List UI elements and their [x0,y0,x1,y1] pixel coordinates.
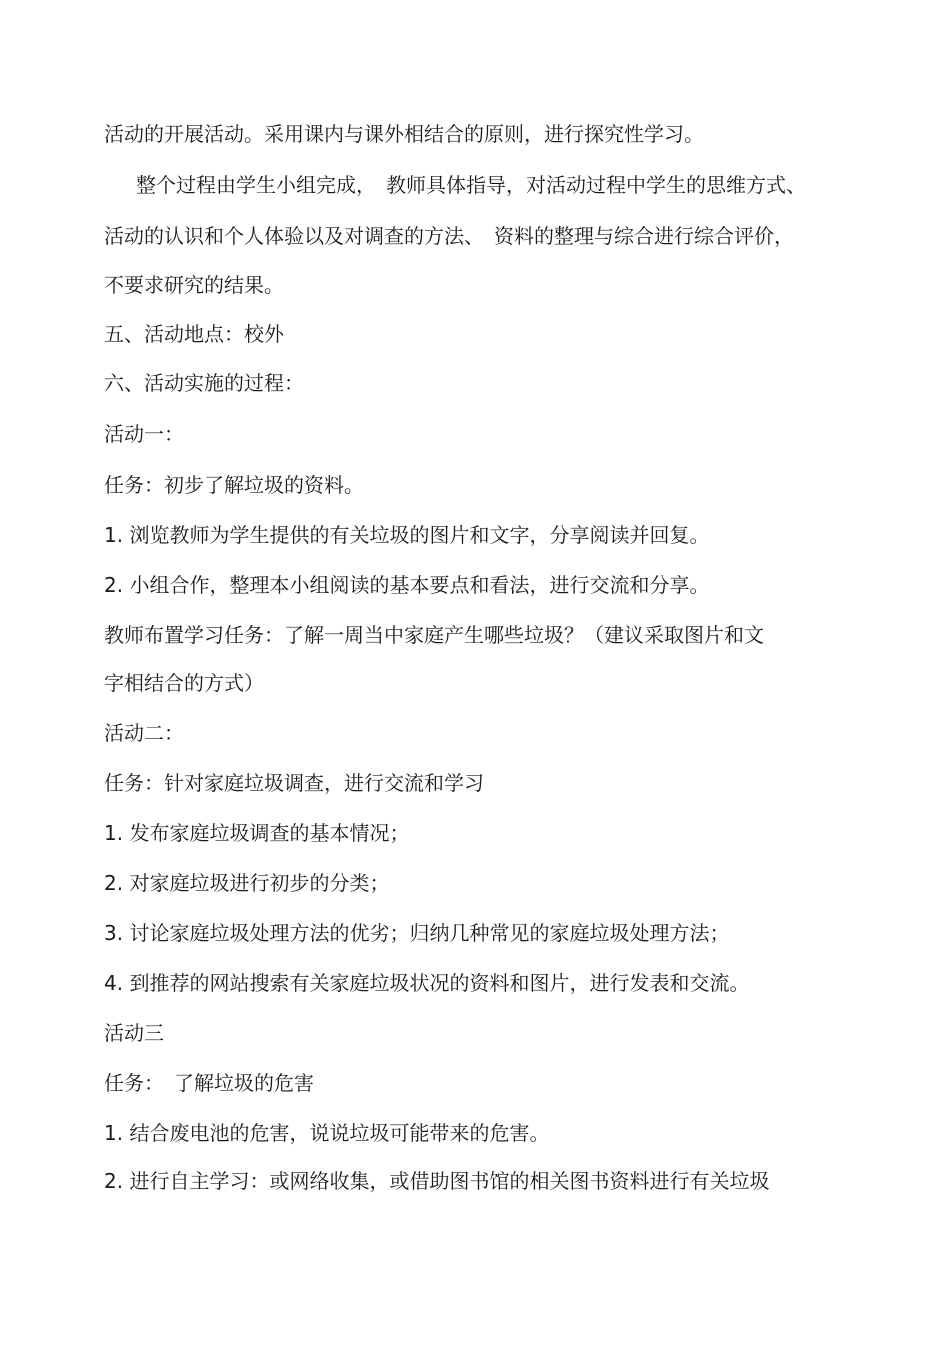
list-item: 1. 浏览教师为学生提供的有关垃圾的图片和文字，分享阅读并回复。 [104,523,710,547]
section-heading: 六、活动实施的过程： [104,371,304,395]
list-item: 2. 对家庭垃圾进行初步的分类； [104,871,390,895]
list-item: 3. 讨论家庭垃圾处理方法的优劣；归纳几种常见的家庭垃圾处理方法； [104,921,730,945]
activity-heading: 活动三 [104,1021,164,1045]
list-item: 4. 到推荐的网站搜索有关家庭垃圾状况的资料和图片，进行发表和交流。 [104,971,750,995]
list-item: 2. 进行自主学习：或网络收集，或借助图书馆的相关图书资料进行有关垃圾 [104,1169,770,1193]
list-item: 2. 小组合作，整理本小组阅读的基本要点和看法，进行交流和分享。 [104,573,710,597]
activity-heading: 活动一： [104,422,184,446]
text-line: 不要求研究的结果。 [104,273,284,297]
task-line: 任务：针对家庭垃圾调查，进行交流和学习 [104,771,484,795]
section-heading: 五、活动地点：校外 [104,322,284,346]
text-line: 教师布置学习任务：了解一周当中家庭产生哪些垃圾？（建议采取图片和文 [104,623,764,647]
list-item: 1. 结合废电池的危害，说说垃圾可能带来的危害。 [104,1121,550,1145]
text-line: 字相结合的方式） [104,671,264,695]
activity-heading: 活动二： [104,721,184,745]
text-line: 活动的认识和个人体验以及对调查的方法、 资料的整理与综合进行综合评价， [104,224,794,248]
text-line: 活动的开展活动。采用课内与课外相结合的原则，进行探究性学习。 [104,122,704,146]
text-line: 整个过程由学生小组完成， 教师具体指导，对活动过程中学生的思维方式、 [136,173,806,197]
list-item: 1. 发布家庭垃圾调查的基本情况； [104,821,410,845]
task-line: 任务：初步了解垃圾的资料。 [104,473,364,497]
task-line: 任务： 了解垃圾的危害 [104,1071,314,1095]
